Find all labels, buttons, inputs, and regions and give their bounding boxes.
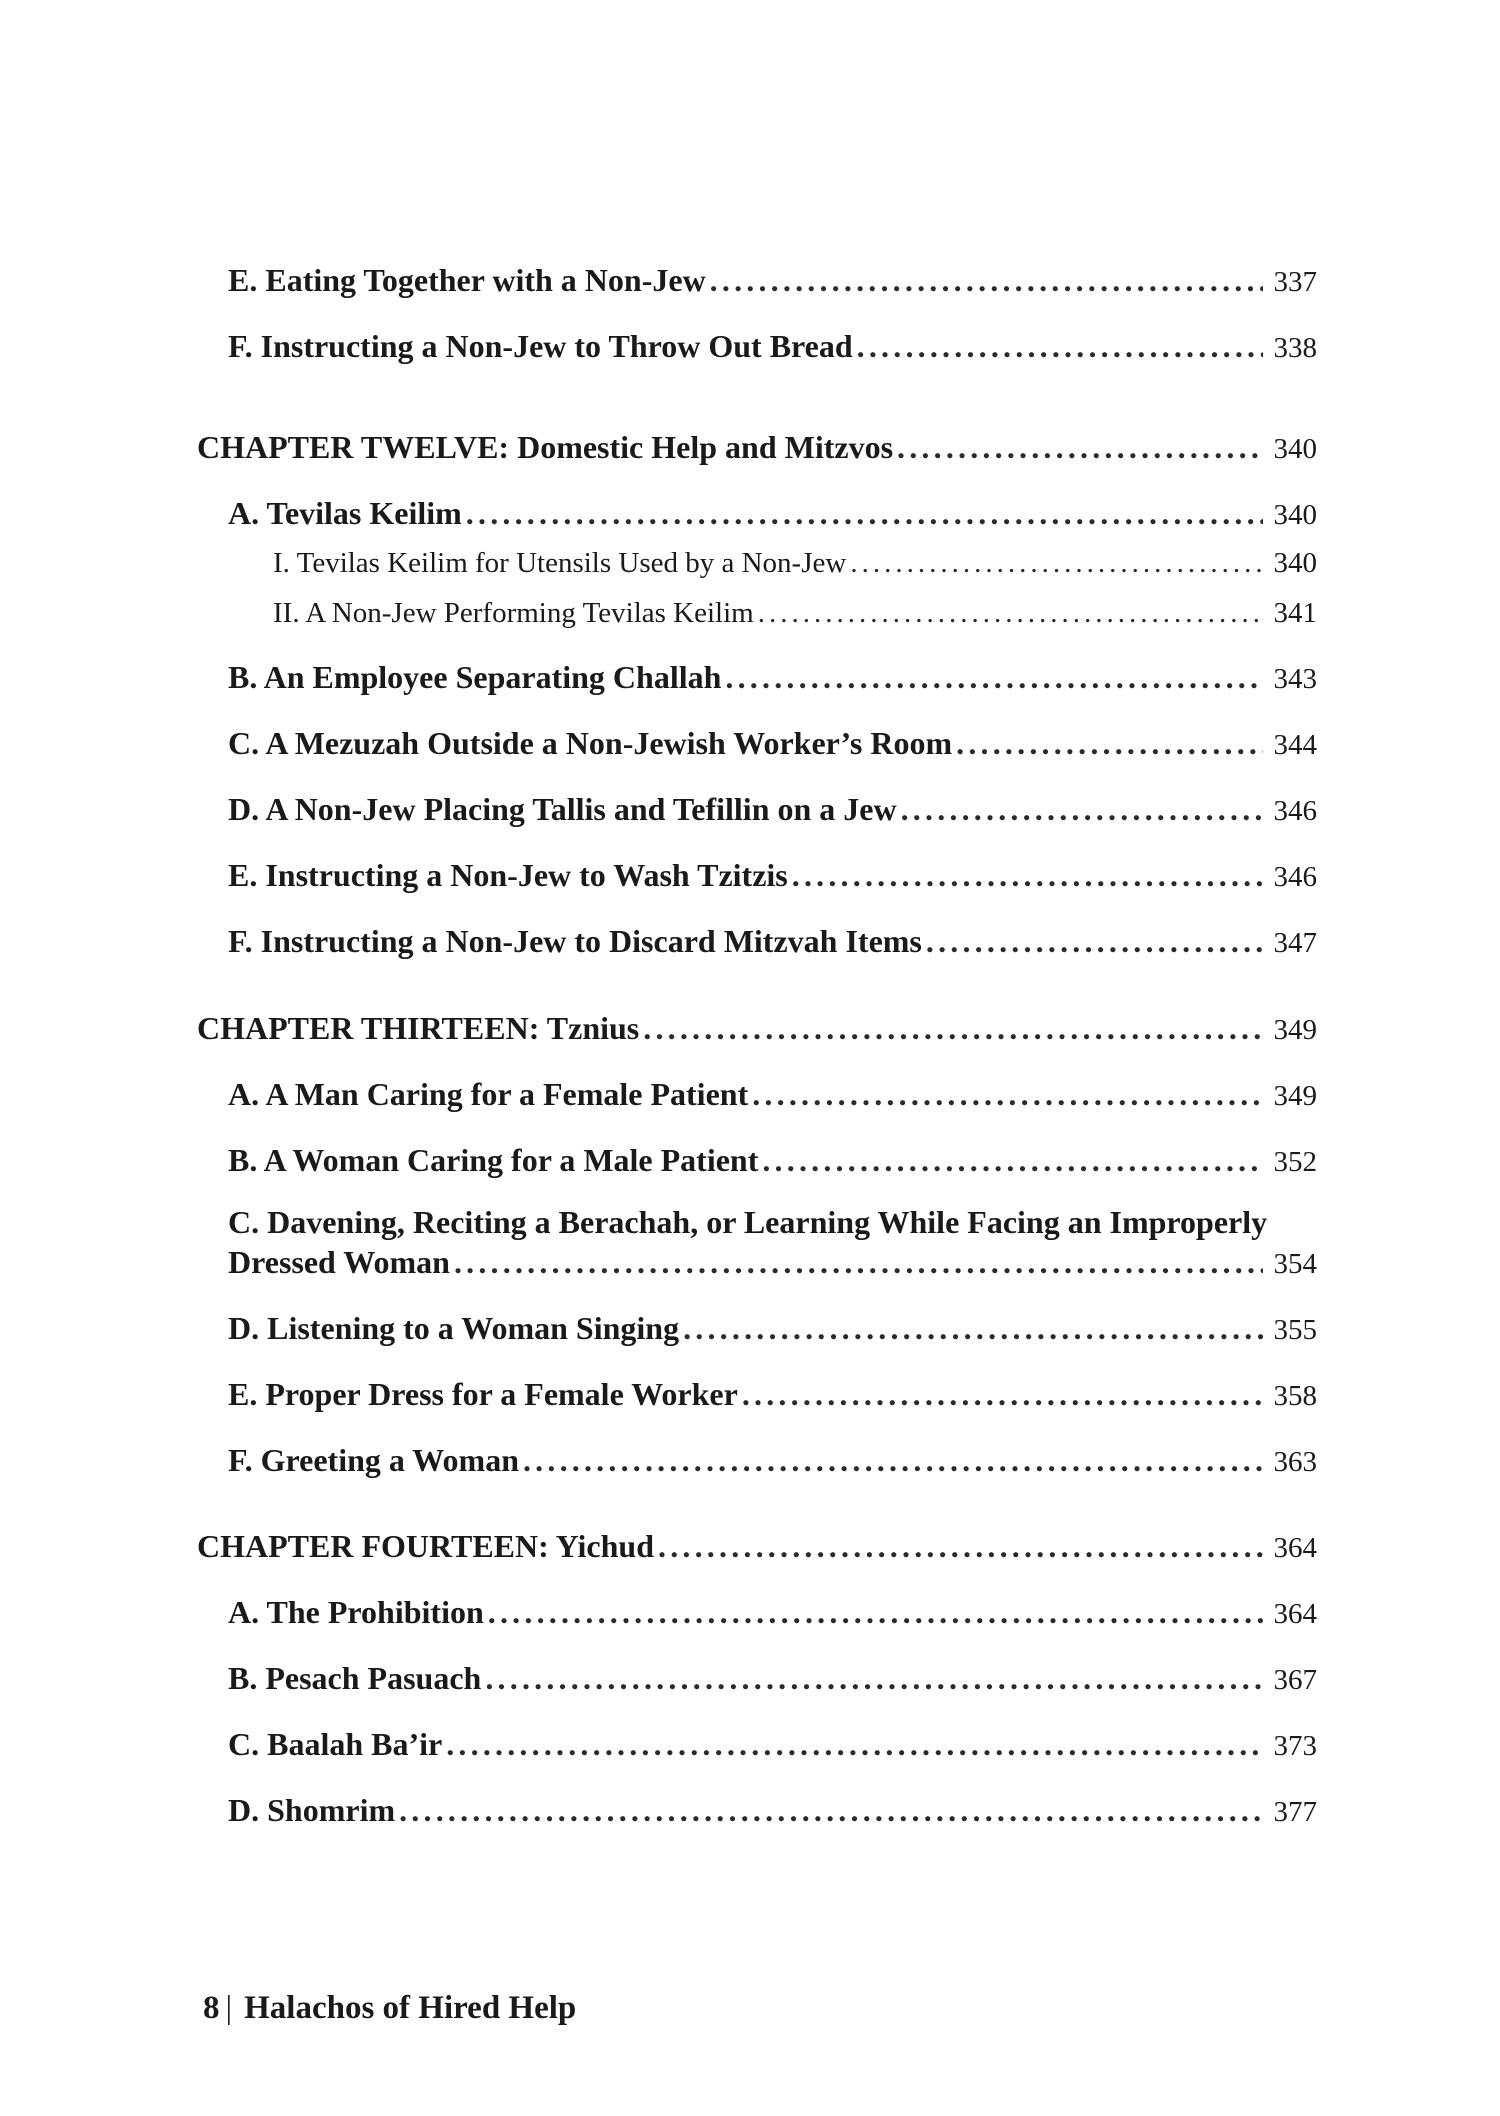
toc-page-number: 373: [1273, 1730, 1317, 1762]
toc-chapter-entry[interactable]: [197, 1528, 1317, 1565]
toc-page-number: 377: [1273, 1796, 1317, 1828]
toc-entry-title: B. An Employee Separating Challah: [228, 659, 722, 695]
toc-entry-title: C. A Mezuzah Outside a Non-Jewish Worker’s Room: [228, 725, 953, 761]
toc-subentry-title: II. A Non-Jew Performing Tevilas Keilim: [273, 597, 754, 629]
toc-page-number: 344: [1273, 729, 1317, 761]
dot-leader: [454, 1244, 1263, 1281]
toc-page-number: 349: [1273, 1080, 1317, 1112]
toc-entry-title: E. Proper Dress for a Female Worker: [228, 1376, 738, 1412]
toc-entry[interactable]: [228, 1076, 1317, 1113]
toc-entry-title-line1[interactable]: C. Davening, Reciting a Berachah, or Learning While Facing an Improperly: [228, 1204, 1268, 1240]
dot-leader: [466, 495, 1263, 532]
toc-page-number: 338: [1273, 332, 1317, 364]
toc-entry[interactable]: [228, 1660, 1317, 1697]
toc-page-number: 355: [1273, 1314, 1317, 1346]
dot-leader: [643, 1010, 1263, 1047]
toc-page-number: 364: [1273, 1598, 1317, 1630]
dot-leader: [742, 1376, 1263, 1413]
dot-leader: [926, 923, 1263, 960]
toc-entry[interactable]: [228, 1142, 1317, 1179]
toc-entry[interactable]: [228, 1442, 1317, 1479]
toc-subentry[interactable]: [273, 597, 1317, 630]
toc-entry-title: F. Instructing a Non-Jew to Discard Mitzvah Items: [228, 923, 922, 959]
toc-page-number: 358: [1273, 1380, 1317, 1412]
toc-page-number: 352: [1273, 1146, 1317, 1178]
toc-entry-title: E. Eating Together with a Non-Jew: [228, 262, 706, 298]
dot-leader: [523, 1442, 1263, 1479]
toc-entry[interactable]: [228, 328, 1317, 365]
toc-chapter-entry[interactable]: [197, 1010, 1317, 1047]
toc-entry-title: F. Instructing a Non-Jew to Throw Out Bread: [228, 328, 853, 364]
footer-page-number: 8: [203, 1990, 220, 2026]
dot-leader: [901, 791, 1263, 828]
toc-page-number: 364: [1273, 1532, 1317, 1564]
toc-page-number: 354: [1273, 1248, 1317, 1280]
toc-chapter-entry[interactable]: [197, 429, 1317, 466]
footer-separator: |: [225, 1990, 233, 2026]
toc-page-number: 340: [1273, 499, 1317, 531]
toc-entry[interactable]: [228, 857, 1317, 894]
toc-entry-title: D. A Non-Jew Placing Tallis and Tefillin on a Jew: [228, 791, 897, 827]
running-head: Halachos of Hired Help: [244, 1990, 577, 2026]
dot-leader: [683, 1310, 1263, 1347]
toc-entry-title: D. Listening to a Woman Singing: [228, 1310, 680, 1346]
toc-entry-title: B. Pesach Pasuach: [228, 1660, 482, 1696]
toc-page-number: 341: [1273, 597, 1317, 629]
toc-page-number: 363: [1273, 1446, 1317, 1478]
toc-entry[interactable]: [228, 1726, 1317, 1763]
toc-page-number: 340: [1273, 547, 1317, 579]
toc-page-number: 347: [1273, 927, 1317, 959]
toc-page-number: 349: [1273, 1014, 1317, 1046]
toc-chapter-title: CHAPTER THIRTEEN: Tznius: [197, 1010, 640, 1046]
dot-leader: [658, 1528, 1263, 1565]
toc-entry-title: A. A Man Caring for a Female Patient: [228, 1076, 749, 1112]
dot-leader: [399, 1792, 1263, 1829]
toc-entry-title: D. Shomrim: [228, 1792, 396, 1828]
toc-entry-title: A. Tevilas Keilim: [228, 495, 462, 531]
toc-entry[interactable]: [228, 923, 1317, 960]
toc-entry[interactable]: [228, 1594, 1317, 1631]
toc-entry-title: C. Baalah Ba’ir: [228, 1726, 443, 1762]
dot-leader: [857, 328, 1263, 365]
toc-chapter-title: CHAPTER TWELVE: Domestic Help and Mitzvos: [197, 429, 894, 465]
toc-entry[interactable]: [228, 495, 1317, 532]
dot-leader: [488, 1594, 1263, 1631]
page-footer: [203, 1990, 576, 2027]
dot-leader: [752, 1076, 1263, 1113]
dot-leader: [956, 725, 1263, 762]
toc-entry[interactable]: [228, 791, 1317, 828]
dot-leader: [710, 262, 1263, 299]
toc-subentry[interactable]: [273, 547, 1317, 580]
toc-page-number: 346: [1273, 861, 1317, 893]
toc-entry-title: E. Instructing a Non-Jew to Wash Tzitzis: [228, 857, 788, 893]
toc-entry-title-line2: Dressed Woman: [228, 1244, 450, 1280]
dot-leader: [758, 597, 1263, 630]
toc-entry[interactable]: [228, 659, 1317, 696]
dot-leader: [725, 659, 1263, 696]
toc-entry[interactable]: [228, 1310, 1317, 1347]
toc-page-number: 346: [1273, 795, 1317, 827]
toc-entry[interactable]: [228, 1792, 1317, 1829]
toc-entry[interactable]: [228, 1376, 1317, 1413]
toc-page-number: 367: [1273, 1664, 1317, 1696]
dot-leader: [485, 1660, 1263, 1697]
toc-entry[interactable]: [228, 725, 1317, 762]
toc-entry[interactable]: [228, 262, 1317, 299]
dot-leader: [897, 429, 1263, 466]
toc-entry-title: A. The Prohibition: [228, 1594, 484, 1630]
dot-leader: [850, 547, 1263, 580]
dot-leader: [792, 857, 1263, 894]
toc-page-number: 337: [1273, 266, 1317, 298]
toc-entry[interactable]: [228, 1244, 1317, 1281]
toc-subentry-title: I. Tevilas Keilim for Utensils Used by a Non-Jew: [273, 547, 847, 579]
dot-leader: [762, 1142, 1263, 1179]
dot-leader: [446, 1726, 1263, 1763]
toc-entry-title: B. A Woman Caring for a Male Patient: [228, 1142, 759, 1178]
toc-page-number: 340: [1273, 433, 1317, 465]
toc-page-number: 343: [1273, 663, 1317, 695]
toc-entry-title: F. Greeting a Woman: [228, 1442, 519, 1478]
toc-chapter-title: CHAPTER FOURTEEN: Yichud: [197, 1528, 654, 1564]
